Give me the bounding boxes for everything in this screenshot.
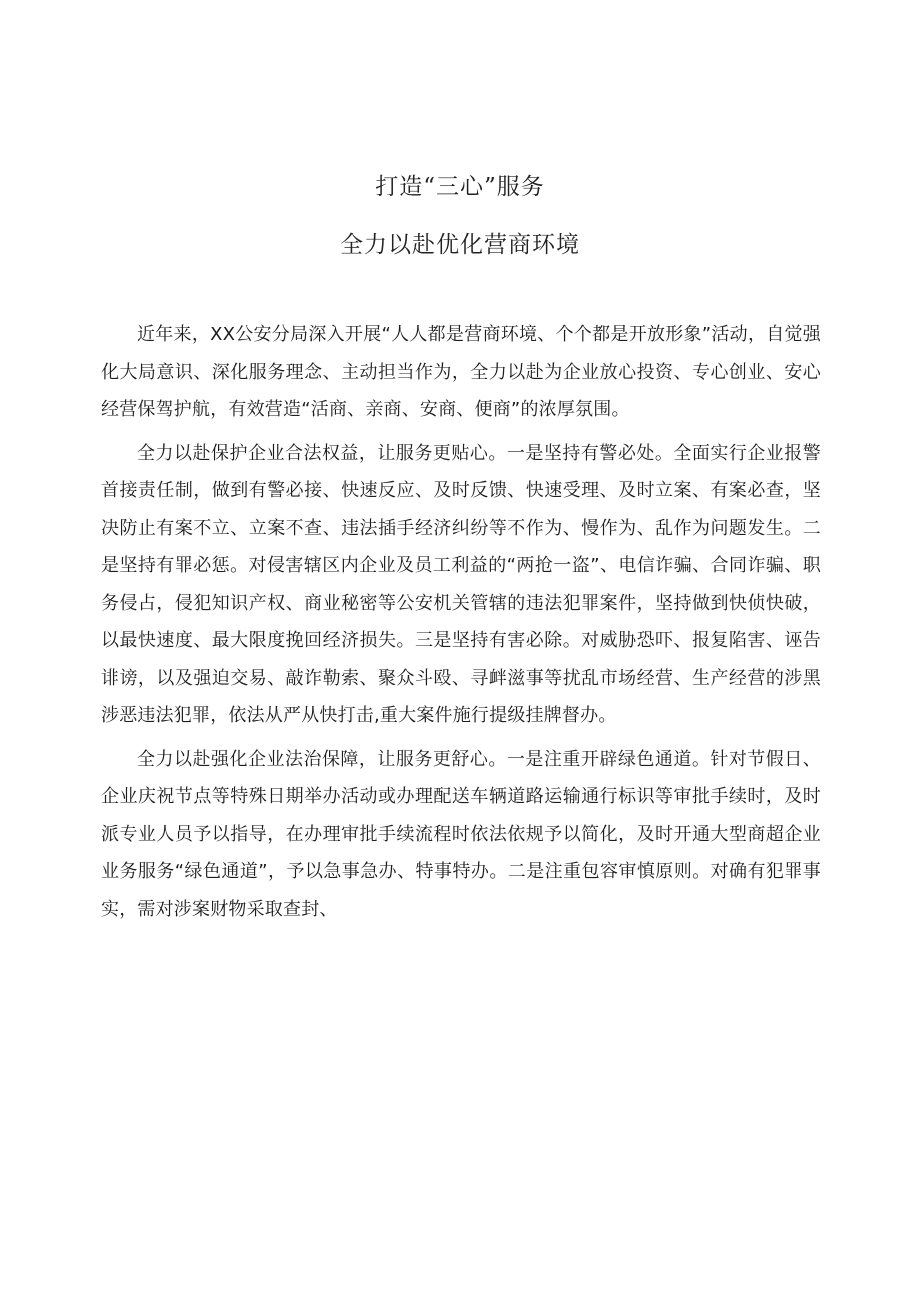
- paragraph-legal-guarantee: 全力以赴强化企业法治保障，让服务更舒心。一是注重开辟绿色通道。针对节假日、企业庆祝节点等特殊日期举办活动或办理配送车辆道路运输通行标识等审批手续时，及时派专业人员予以指导，在办理审批手续流程时依法依规予以简化，及时开通大型商超企业业务服务“绿色通道”，予以急事急办、特事特办。二是注重包容审慎原则。对确有犯罪事实，需对涉案财物采取查封、: [101, 748, 821, 920]
- title-line-1: 打造“三心”服务: [375, 174, 545, 200]
- paragraph-protect-rights: 全力以赴保护企业合法权益，让服务更贴心。一是坚持有警必处。全面实行企业报警首接责任制，做到有警必接、快速反应、及时反馈、快速受理、及时立案、有案必查，坚决防止有案不立、立案不查、违法插手经济纠纷等不作为、慢作为、乱作为问题发生。二是坚持有罪必惩。对侵害辖区内企业及员工利益的“两抢一盗”、电信诈骗、合同诈骗、职务侵占，侵犯知识产权、商业秘密等公安机关管辖的违法犯罪案件，坚持做到快侦快破，以最快速度、最大限度挽回经济损失。三是坚持有害必除。对威胁恐吓、报复陷害、诬告诽谤，以及强迫交易、敲诈勒索、聚众斗殴、寻衅滋事等扰乱市场经营、生产经营的涉黑涉恶违法犯罪，依法从严从快打击,重大案件施行提级挂牌督办。: [101, 442, 821, 726]
- document-title: [0, 172, 920, 260]
- title-line-2: 全力以赴优化营商环境: [340, 232, 580, 258]
- paragraph-intro: 近年来，XX公安分局深入开展“人人都是营商环境、个个都是开放形象”活动，自觉强化大局意识、深化服务理念、主动担当作为，全力以赴为企业放心投资、专心创业、安心经营保驾护航，有效营造“活商、亲商、安商、便商”的浓厚氛围。: [101, 324, 821, 420]
- document-body: [101, 316, 821, 934]
